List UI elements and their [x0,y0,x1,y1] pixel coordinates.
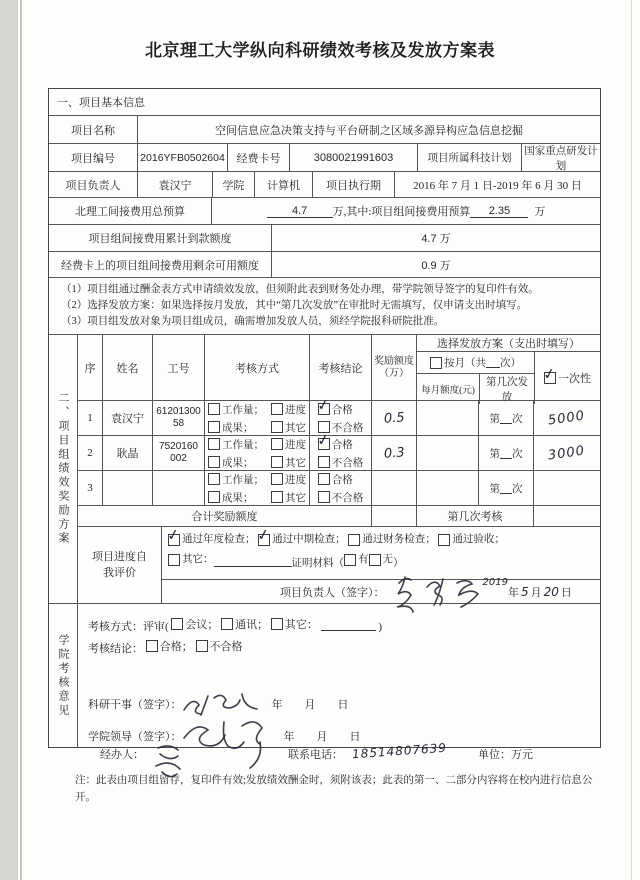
sign-day-handwritten: 20 [543,584,559,599]
member-row-1 [78,400,600,435]
project-no-value: 2016YFB0502604 [137,144,227,171]
checkbox-progress-icon [271,403,283,415]
leader-signature-line: 学院领导（签字）： 年 月 日 [88,728,361,744]
project-no-label: 项目编号 [71,152,115,165]
col-one-time: ✓ 一次性 [534,352,600,404]
checkbox-meeting-icon [171,618,183,630]
section2-body [77,335,600,603]
member-row-3 [78,470,600,505]
row-project-pi [49,171,600,197]
checkbox-workload-icon [208,403,220,415]
row-arrived-amount [49,224,600,251]
pi-signature-line: 项目负责人（签字）： 2019 年 5 月 20 日 [162,580,600,603]
fund-card-label: 经费卡号 [227,144,289,171]
col-name: 姓名 [102,335,152,400]
indirect-budget-label: 北理工间接费用总预算 [75,206,185,218]
checkbox-fail-icon [318,491,330,503]
checkbox-midterm-icon [258,534,270,546]
nth-assessment-value [533,506,600,526]
member-monthly-amount [416,471,478,505]
checkbox-acceptance-icon [438,534,450,546]
total-reward-value [371,506,416,526]
col-monthly-group [417,352,534,404]
member-empno: 7520160 002 [152,436,204,470]
college-result-line: 考核结论： 合格； 不合格 [88,641,243,655]
checkbox-evidence-have-icon [344,554,356,566]
member-seq: 2 [87,447,93,459]
note-1: （1）项目组通过酬金表方式申请绩效发放，但须附此表到财务处办理，带学院领导签字的复印件有效。 [61,284,539,295]
member-seq: 1 [87,412,93,424]
col-seq: 序 [84,362,96,375]
self-eval-label: 项目进度自 我评价 [92,551,147,579]
blank-underline [321,620,376,631]
member-nth-payment: 第 次 [478,471,533,505]
member-method: 工作量； 进度 成果； 其它 [204,471,309,505]
col-plan-group [416,335,600,403]
section2-block [49,334,600,603]
member-reward [371,471,416,505]
fund-card-value: 3080021991603 [289,144,417,171]
blank-underline [500,448,512,459]
checkbox-pass-icon [318,403,330,415]
row-remaining-amount [49,251,600,277]
checkbox-one-time-icon [544,372,556,384]
col-result: 考核结论 [309,335,371,400]
phone-handwritten: 18514807639 [351,740,448,762]
member-name: 耿晶 [102,436,152,470]
row-indirect-budget [49,197,600,224]
col-method: 考核方式 [204,335,309,400]
remaining-value: 0.9 万 [271,252,600,277]
checkbox-fail-icon [318,456,330,468]
checkbox-progress-icon [271,473,283,485]
member-result: ✓ 合格 不合格 [309,436,371,470]
arrived-label: 项目组间接费用累计到款额度 [88,233,232,245]
college-label: 学院 [212,172,254,197]
checkbox-other-icon [271,491,283,503]
checkbox-other-eval-icon [168,554,180,566]
member-name [102,471,152,505]
total-row [78,505,600,526]
col-monthly: 按月（共 次） [417,352,534,374]
member-result: 合格 不合格 [309,471,371,505]
program-label: 项目所属科技计划 [417,144,521,171]
bottom-note: 注：此表由项目组留存，复印件有效;发放绩效酬金时，须附该表；此表的第一、二部分内容将在校内进行信息公开。 [75,775,593,803]
agent-label: 经办人： [100,749,144,761]
member-monthly-amount [416,436,478,470]
checkbox-finance-icon [348,534,360,546]
member-nth-payment: 第 次 [478,401,533,435]
member-once-amount: 5000 [533,401,600,435]
checkbox-workload-icon [208,473,220,485]
member-empno: 61201300 58 [152,401,204,435]
checkbox-monthly-icon [430,357,442,369]
member-empno [152,471,204,505]
note-3: （3）项目组发放对象为项目组成员，确需增加发放人员，须经学院报科研院批准。 [61,316,445,327]
checkbox-workload-icon [208,438,220,450]
section2-side-label: 二、项目组绩效奖励方案 [57,392,69,546]
checkbox-achievement-icon [208,491,220,503]
checkbox-other-icon [271,456,283,468]
sign-year-handwritten: 2019 [482,577,508,588]
checkbox-method-other-icon [271,618,283,630]
member-method: 工作量； 进度 成果； 其它 [204,436,309,470]
form-notes [49,278,600,334]
checkbox-progress-icon [271,438,283,450]
blank-underline [214,556,292,567]
indirect-group-value: 2.35 [470,205,528,218]
section3-side-label: 学院考核意见 [57,633,69,718]
self-eval-row [78,526,600,603]
college-method-line: 考核方式：评审( 会议； 通讯； 其它： ) [88,619,383,633]
checkbox-annual-icon [168,534,180,546]
arrived-value: 4.7 万 [271,225,600,251]
section3-body [77,604,600,747]
row-project-name [49,115,600,143]
member-name: 袁汉宁 [102,401,152,435]
checkbox-pass-icon [318,473,330,485]
member-method: 工作量； 进度 成果； 其它 [204,401,309,435]
blank-underline [500,483,512,494]
phone-label: 联系电话： [288,749,343,761]
blank-underline [486,357,500,368]
indirect-budget-value: 4.7 万,其中:项目组间接费用预算 2.35 万 [211,198,600,224]
member-seq: 3 [87,482,93,494]
total-reward-label: 合计奖励额度 [191,511,258,523]
member-reward: 0.5 [371,401,416,435]
unit-label: 单位：万元 [478,749,533,761]
member-nth-payment: 第 次 [478,436,533,470]
sign-month-handwritten: 5 [520,584,529,599]
checkbox-correspondence-icon [221,618,233,630]
blank-underline [500,413,512,424]
checkbox-college-pass-icon [146,640,158,652]
checkbox-other-icon [271,421,283,433]
project-name-value: 空间信息应急决策支持与平台研制之区域多源异构应急信息挖掘 [137,116,600,143]
section3-block [49,603,600,747]
member-monthly-amount [416,401,478,435]
indirect-total-value: 4.7 [267,205,333,218]
col-monthly-amount: 每月额度(元) [421,386,475,396]
row-project-number [49,143,600,171]
member-result: ✓ 合格 不合格 [309,401,371,435]
checkbox-college-fail-icon [196,640,208,652]
secretary-signature-line: 科研干事（签字）： 年 月 日 [88,696,349,712]
checkbox-pass-icon [318,438,330,450]
program-value: 国家重点研发计划 [521,144,600,171]
section1-header: 一、项目基本信息 [57,97,145,109]
col-nth-payment: 第几次发放 [479,374,534,404]
checkbox-achievement-icon [208,456,220,468]
col-empno: 工号 [152,335,204,400]
pi-value: 袁汉宁 [137,172,212,197]
member-once-amount [533,471,600,505]
col-plan: 选择发放方案（支出时填写） [417,335,600,352]
note-2: （2）选择发放方案：如果选择按月发放，其中“第几次发放”在审批时无需填写，仅申请支出时填写。 [61,300,528,311]
nth-assessment-label: 第几次考核 [416,506,533,526]
checkbox-achievement-icon [208,421,220,433]
member-once-amount: 3000 [533,436,600,470]
footer-line [0,740,640,766]
checkbox-evidence-none-icon [369,554,381,566]
form-table [48,88,601,748]
pi-label: 项目负责人 [65,179,121,192]
project-name-label: 项目名称 [71,124,115,137]
col-reward: 奖励额度 （万） [371,335,416,400]
member-reward: 0.3 [371,436,416,470]
period-label: 项目执行期 [312,172,394,197]
college-value: 计算机 [254,172,312,197]
page-title: 北京理工大学纵向科研绩效考核及发放方案表 [145,41,495,60]
section2-header-row [78,335,600,403]
remaining-label: 经费卡上的项目组间接费用剩余可用额度 [61,259,259,272]
member-row-2 [78,435,600,470]
self-eval-checks: ✓ 通过年度检查； ✓ 通过中期检查； 通过财务检查； 通过验收； 其它： 证明材料（ 有 无 ） [162,527,600,580]
period-value: 2016 年 7 月 1 日-2019 年 6 月 30 日 [394,172,600,197]
